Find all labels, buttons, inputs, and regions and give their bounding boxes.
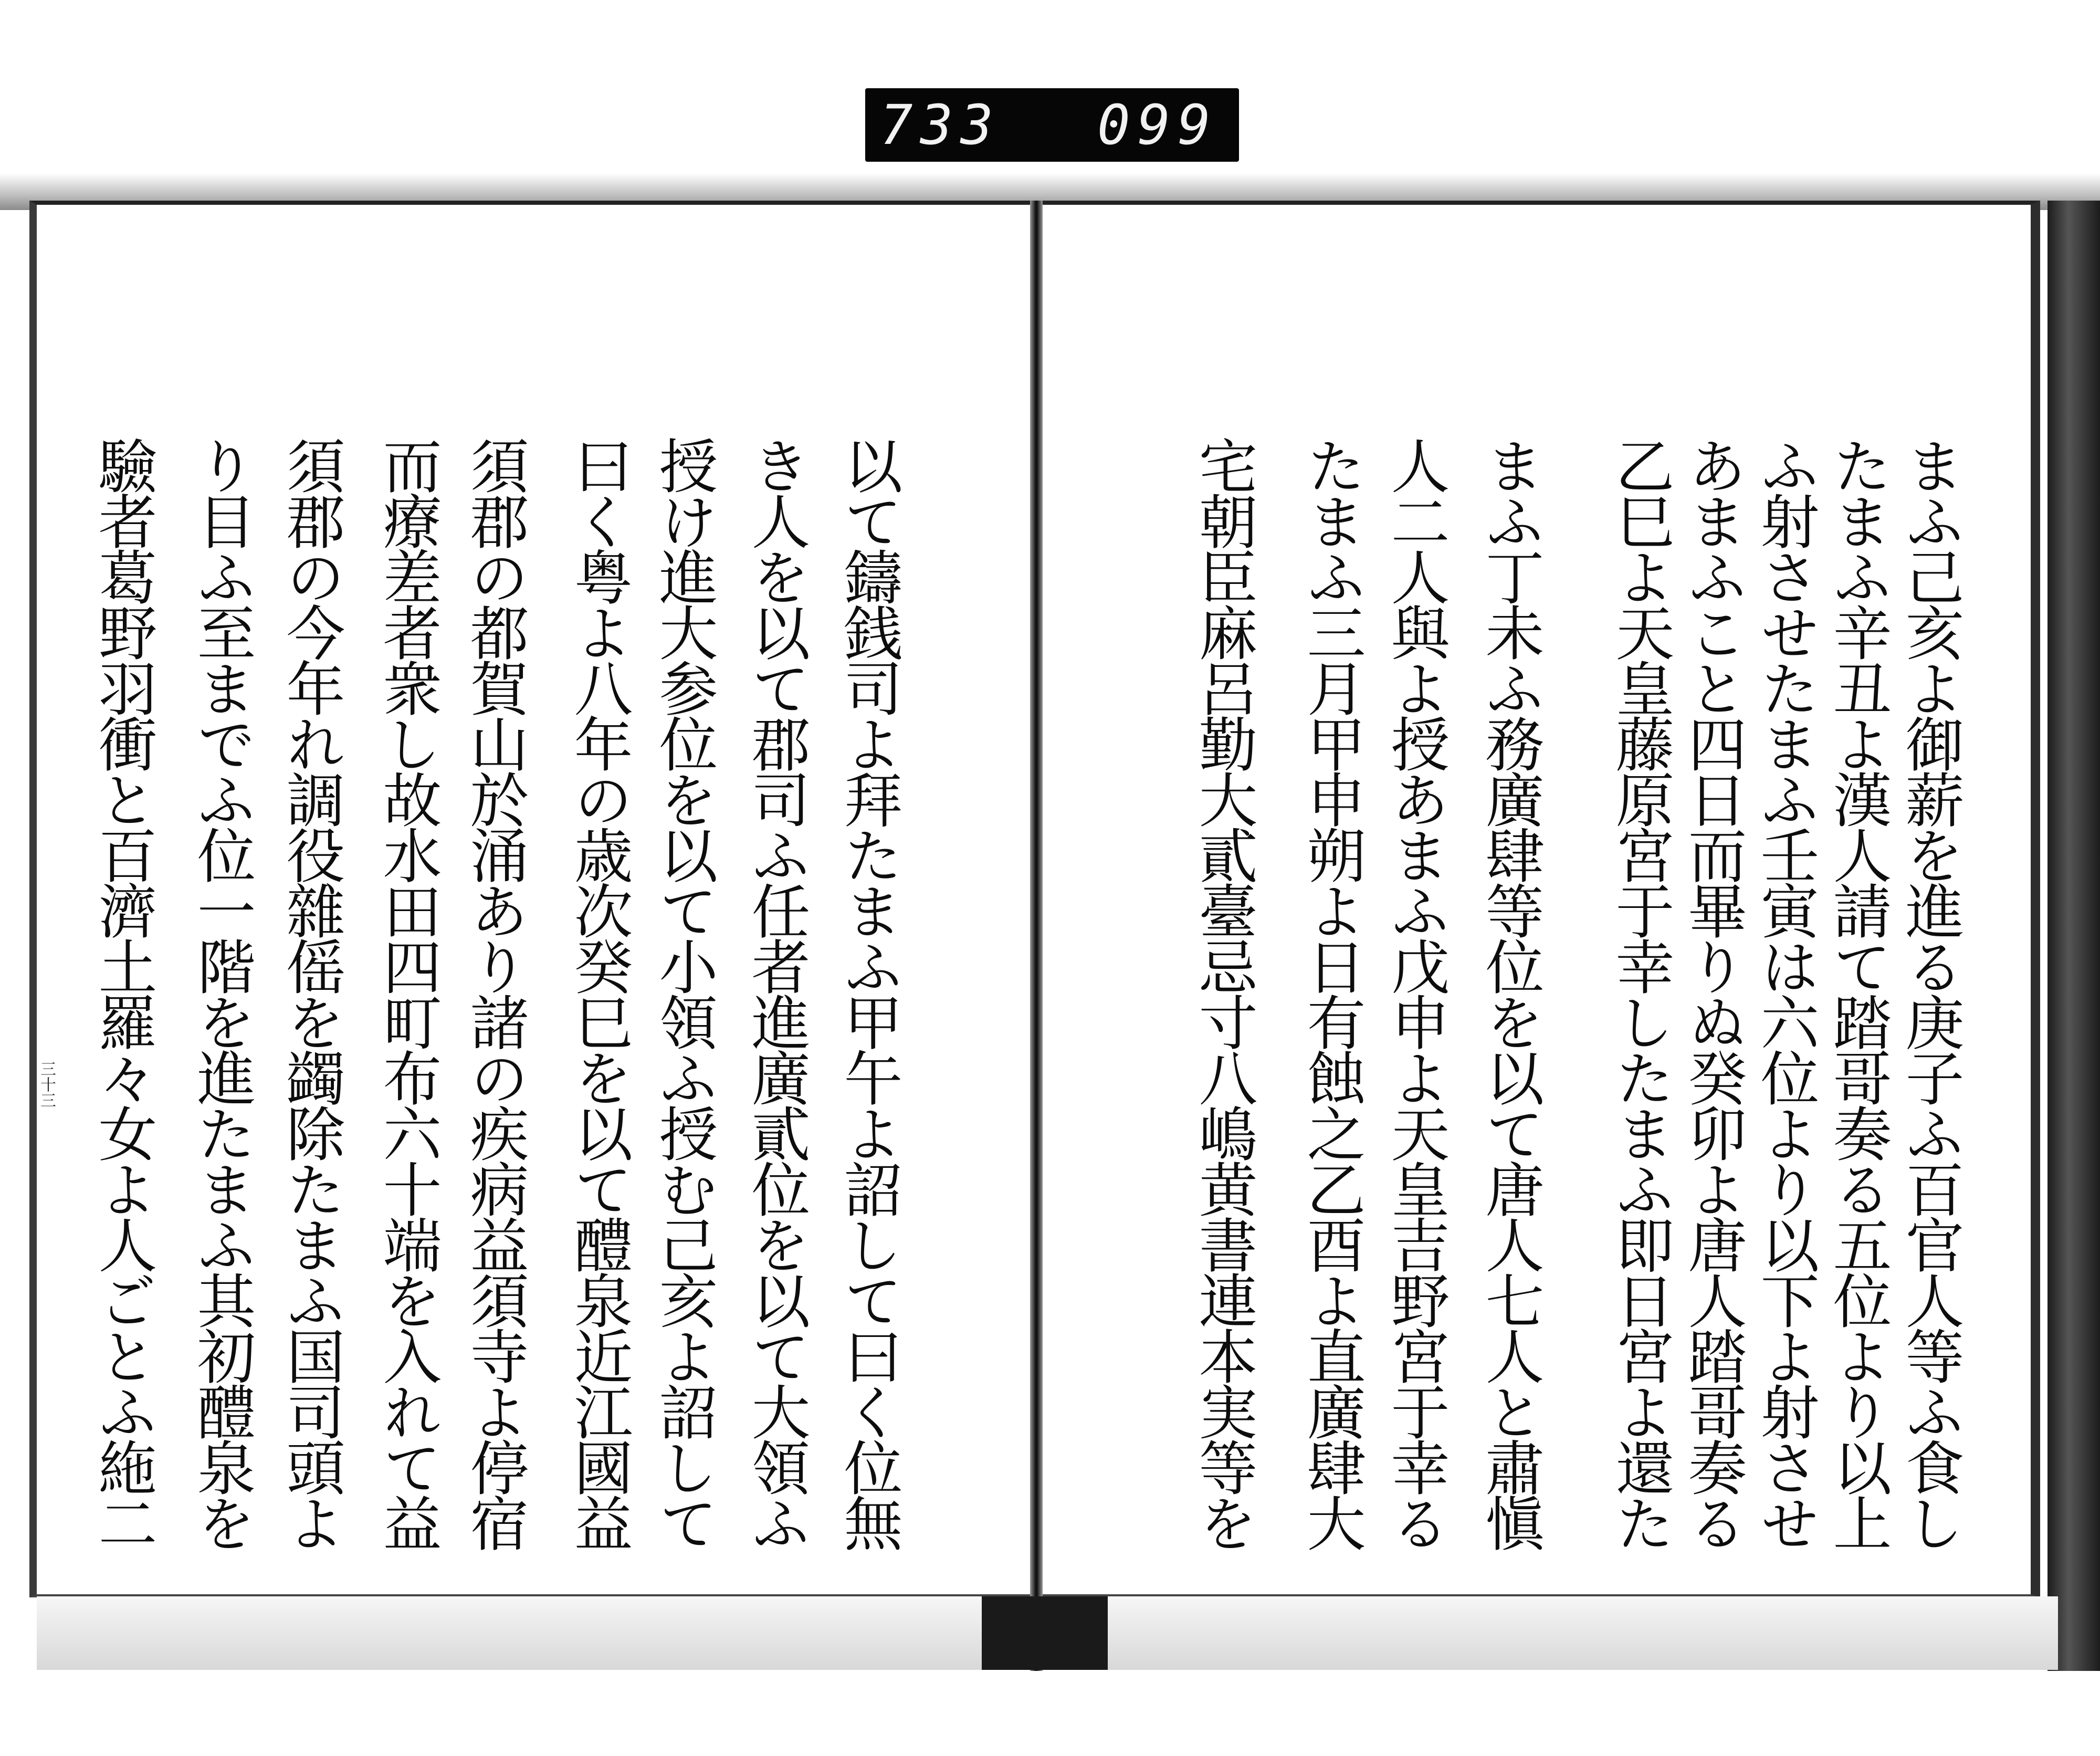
left-page-column-3: 授け進大参位を以て小領ふ授む己亥よ詔して — [649, 436, 718, 1549]
right-page-column-2: たまふ辛丑よ漢人請て踏哥奏る五位より以上 — [1823, 436, 1892, 1549]
right-page-column-3: ふ射させたまふ壬寅は六位より以下よ射させ — [1751, 436, 1819, 1549]
right-page-column-7: 人二人與よ授あまふ戊申よ天皇吉野宮于幸る — [1381, 436, 1450, 1549]
page-number: 三十三 — [37, 1061, 56, 1108]
left-page-column-2: き人を以て郡司ふ任者進廣貳位を以て大領ふ — [742, 436, 810, 1549]
book-gutter — [1030, 201, 1043, 1671]
left-page-column-4: 曰く粤よ八年の歳次癸巳を以て醴泉近江國益 — [564, 436, 633, 1549]
left-page-column-5: 須郡の都賀山於涌あり諸の疾病益須寺よ停宿 — [460, 436, 529, 1549]
scan-bottom-edge — [37, 1596, 2058, 1670]
spine-bottom-shadow — [982, 1596, 1108, 1670]
right-page-column-8: たまふ三月甲申朔よ日有蝕之乙酉よ直廣肆大 — [1297, 436, 1366, 1549]
right-page-column-1: まふ己亥よ御薪を進る庚子ふ百官人等ふ食し — [1896, 436, 1964, 1549]
book-fore-edge — [2048, 201, 2100, 1671]
left-page-column-6: 而療差者衆し故水田四町布六十端を入れて益 — [373, 436, 442, 1549]
right-page-column-9: 宅朝臣麻呂勤大貳臺忌寸八嶋黄書連本実等を — [1189, 436, 1257, 1549]
left-page-column-8: り目ふ至までふ位一階を進たまふ其初醴泉を — [187, 436, 256, 1549]
left-page-column-7: 須郡の今年れ調役雜傜を蠲除たまふ国司頭よ — [277, 436, 345, 1549]
left-page-column-1: 以て鑄銭司よ拜たまふ甲午よ詔して曰く位無 — [834, 436, 902, 1549]
counter-right-number: 099 — [1097, 93, 1218, 157]
right-page-column-6: まふ丁未ふ務廣肆等位を以て唐人七人と肅愼 — [1476, 436, 1544, 1549]
counter-left-number: 733 — [880, 93, 1001, 157]
right-page-column-4: あまふこと四日而畢りぬ癸卯よ唐人踏哥奏る — [1678, 436, 1747, 1549]
left-page-column-9: 驗者葛野羽衝と百濟土羅々女よ人ごとふ絁二 — [89, 436, 157, 1549]
right-page-column-5: 乙巳よ天皇藤原宮于幸したまふ即日宮よ還た — [1606, 436, 1674, 1549]
scan-counter-label — [865, 88, 1239, 162]
